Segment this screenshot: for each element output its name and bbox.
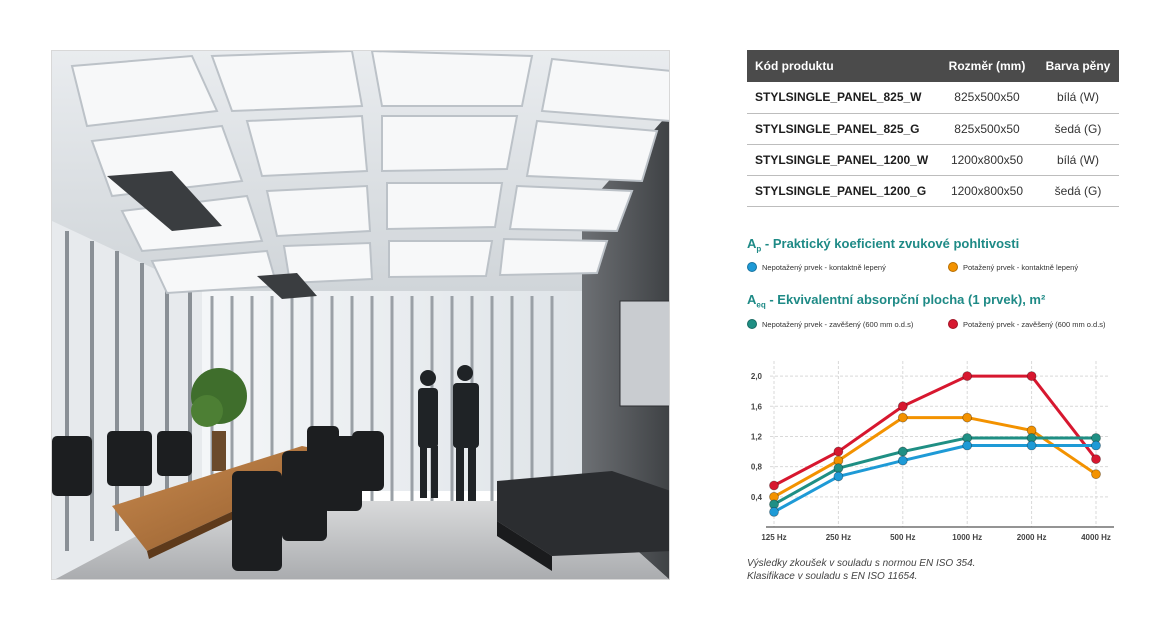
legend-label: Potažený prvek - kontaktně lepený [963, 262, 1079, 272]
table-row [747, 82, 1119, 113]
data-point [898, 402, 907, 411]
data-point [834, 472, 843, 481]
aeq-title [747, 292, 1045, 310]
teal-dot-icon [747, 319, 757, 329]
y-tick-label: 2,0 [750, 372, 762, 382]
dimension-cell: 1200x800x50 [937, 175, 1037, 206]
ap-symbol: A [747, 236, 757, 251]
ap-title [747, 236, 1019, 254]
foam-color-cell: šedá (G) [1037, 175, 1119, 206]
header-dimension: Rozměr (mm) [937, 50, 1037, 82]
data-point [898, 456, 907, 465]
aeq-symbol: A [747, 292, 757, 307]
y-tick-label: 1,6 [750, 402, 762, 412]
data-point [1027, 441, 1036, 450]
data-point [1027, 372, 1036, 381]
data-point [898, 413, 907, 422]
y-tick-label: 1,2 [750, 432, 762, 442]
blue-dot-icon [747, 262, 757, 272]
legend-uncoated-contact [747, 262, 886, 272]
ap-title-text: - Praktický koeficient zvukové pohltivosti [761, 236, 1020, 251]
product-code-cell: STYLSINGLE_PANEL_825_W [747, 82, 937, 113]
aeq-subscript: eq [756, 300, 766, 310]
table-header-row [747, 50, 1119, 82]
table-row [747, 113, 1119, 144]
product-code-cell: STYLSINGLE_PANEL_825_G [747, 113, 937, 144]
office-illustration [52, 51, 670, 580]
data-point [963, 413, 972, 422]
legend-label: Nepotažený prvek - kontaktně lepený [762, 262, 886, 272]
product-code-cell: STYLSINGLE_PANEL_1200_G [747, 175, 937, 206]
data-point [963, 441, 972, 450]
x-tick-label: 250 Hz [825, 533, 852, 542]
aeq-title-text: - Ekvivalentní absorpční plocha (1 prvek), m² [765, 292, 1046, 307]
header-foam-color: Barva pěny [1037, 50, 1119, 82]
foam-color-cell: šedá (G) [1037, 113, 1119, 144]
data-point [770, 507, 779, 516]
data-point [898, 447, 907, 456]
table-row [747, 175, 1119, 206]
red-dot-icon [948, 319, 958, 329]
data-point [1092, 441, 1101, 450]
note-classification: Klasifikace v souladu s EN ISO 11654. [747, 571, 918, 582]
data-point [834, 464, 843, 473]
y-tick-label: 0,8 [750, 462, 762, 472]
legend-coated-contact [948, 262, 1078, 272]
office-photo [51, 50, 670, 580]
data-point [1092, 455, 1101, 464]
legend-label: Potažený prvek - zavěšený (600 mm o.d.s) [963, 319, 1106, 329]
note-test-results: Výsledky zkoušek v souladu s normou EN ISO 354. [747, 558, 976, 569]
legend-uncoated-suspended [747, 319, 913, 329]
x-tick-label: 125 Hz [761, 533, 787, 542]
table-row [747, 144, 1119, 175]
legend-label: Nepotažený prvek - zavěšený (600 mm o.d.s) [762, 319, 914, 329]
orange-dot-icon [948, 262, 958, 272]
x-tick-label: 4000 Hz [1081, 533, 1111, 542]
dimension-cell: 825x500x50 [937, 82, 1037, 113]
y-tick-label: 0,4 [750, 492, 762, 502]
absorption-chart [740, 355, 1130, 550]
foam-color-cell: bílá (W) [1037, 82, 1119, 113]
x-tick-label: 2000 Hz [1016, 533, 1047, 542]
foam-color-cell: bílá (W) [1037, 144, 1119, 175]
header-product-code: Kód produktu [747, 50, 937, 82]
x-tick-label: 1000 Hz [952, 533, 983, 542]
ap-subscript: p [756, 244, 762, 254]
dimension-cell: 1200x800x50 [937, 144, 1037, 175]
data-point [834, 447, 843, 456]
data-point [770, 481, 779, 490]
data-point [1092, 470, 1101, 479]
product-code-cell: STYLSINGLE_PANEL_1200_W [747, 144, 937, 175]
x-tick-label: 500 Hz [890, 533, 916, 542]
product-spec-table [747, 50, 1119, 207]
dimension-cell: 825x500x50 [937, 113, 1037, 144]
legend-coated-suspended [948, 319, 1106, 329]
data-point [963, 372, 972, 381]
